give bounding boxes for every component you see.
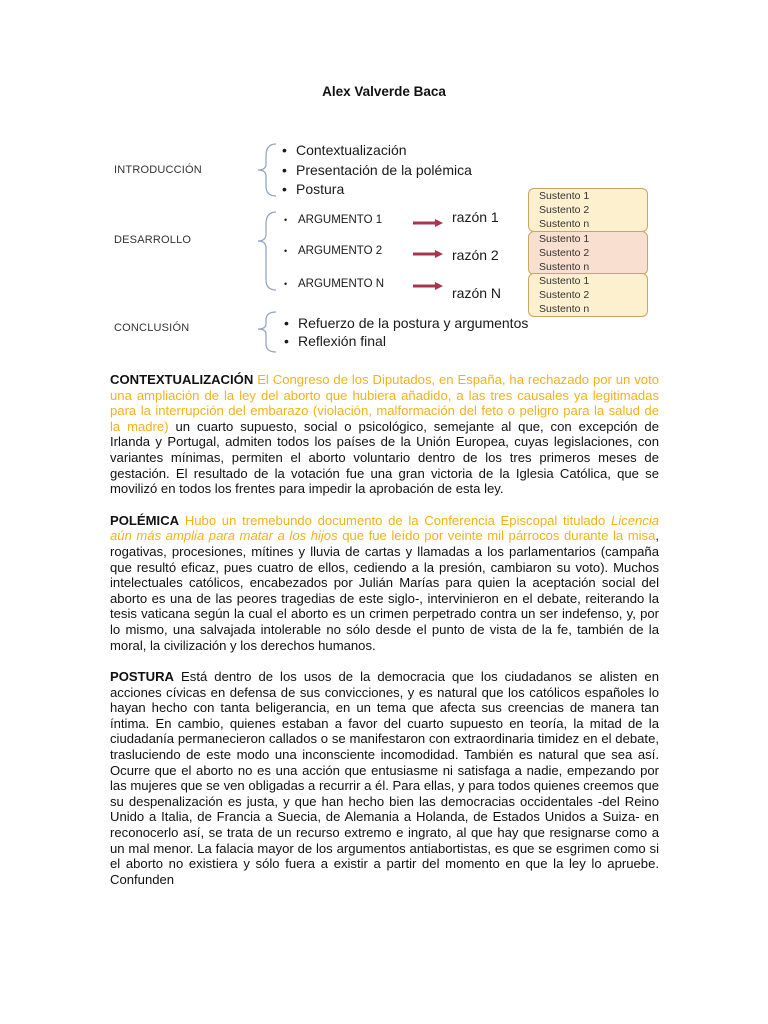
argument-item: • ARGUMENTO N [284, 278, 385, 290]
essay-body [110, 372, 659, 903]
sustento-box [528, 273, 648, 317]
conclusion-item: • Reflexión final [284, 333, 386, 349]
highlighted-text: que fue leído por veinte mil párrocos durante la misa [342, 528, 656, 544]
section-heading: POLÉMICA [110, 512, 180, 528]
conclusion-label: CONCLUSIÓN [114, 322, 190, 334]
arrow-icon [413, 249, 443, 259]
highlighted-title: Licencia aún más amplia para matar a los hijos [110, 512, 660, 544]
highlighted-text: El Congreso de los Diputados, en España, ha rechazado por un voto una ampliación de la ley del aborto que hubiera añadido, a las tres causales ya legitimadas para la interrupción del embarazo (violación, malformación del feto o peligro para la salud de la madre) [110, 372, 659, 434]
sustento-item: Sustento 1 [539, 233, 590, 245]
paragraph-text: un cuarto supuesto, social o psicológico, semejante al que, con excepción de Irlanda y Portugal, admiten todos los países de la Unión Europea, cuyas legislaciones, con variantes mínimas, permiten el aborto voluntario dentro de los tres primeros meses de gestación. El resultado de la votación fue una gran victoria de la Iglesia Católica, que se movilizó en todos los frentes para impedir la aprobación de esta ley. [110, 418, 659, 497]
sustento-item: Sustento n [539, 303, 590, 315]
paragraph-text: Está dentro de los usos de la democracia que los ciudadanos se alisten en acciones cívicas en defensa de sus convicciones, y es natural que los católicos españoles lo hayan hecho con tanta beligerancia, en un tema que afecta sus creencias de manera tan íntima. En cambio, quienes estaban a favor del cuarto supuesto en teoría, la mitad de la ciudadanía permanecieron callados o se manifestaron con extraordinaria timidez en el debate, trasluciendo de este modo una inconsciente incomodidad. También es natural que sea así. Ocurre que el aborto no es una acción que entusiasme ni satisfaga a nadie, empezando por las mujeres que se ven obligadas a recurrir a él. Para ellas, y para todos quienes creemos que su despenalización es justa, y que han hecho bien las democracias occidentales -del Reino Unido a Italia, de Francia a Suecia, de Alemania a Holanda, de Estados Unidos a Suiza- en reconocerlo así, se trata de un recurso extremo e ingrato, al que hay que resignarse como a un mal menor. La falacia mayor de los argumentos antiabortistas, es que se esgrimen como si el aborto no existiera y sólo fuera a existir a partir del momento en que la ley lo apruebe. Confunden [110, 669, 659, 887]
sustento-item: Sustento n [539, 261, 590, 273]
intro-label: INTRODUCCIÓN [114, 164, 202, 176]
paragraph-text: , rogativas, procesiones, mítines y lluvia de cartas y llamadas a los parlamentarios (campaña que resultó eficaz, pues cuatro de ellos, cediendo a la presión, cambiaron su voto). Muchos intelectuales católicos, encabezados por Julián Marías para quien la aceptación social del aborto es una de las peores tragedias de este siglo-, intervinieron en el debate, reiterando la tesis vaticana según la cual el aborto es un crimen perpetrado contra un ser indefenso, y, por lo mismo, una salvajada intolerable no sólo desde el punto de vista de la fe, también de la moral, la civilización y los derechos humanos. [110, 528, 660, 653]
intro-item: • Contextualización [282, 142, 407, 158]
highlighted-text: Hubo un tremebundo documento de la Conferencia Episcopal titulado [184, 512, 606, 528]
postura-paragraph [110, 669, 659, 887]
sustento-box [528, 231, 648, 275]
sustento-box [528, 188, 648, 232]
polemica-paragraph [110, 513, 659, 653]
essay-structure-diagram [108, 130, 668, 360]
author-name: Alex Valverde Baca [322, 84, 446, 99]
section-heading: CONTEXTUALIZACIÓN [110, 372, 254, 387]
arrow-icon [413, 281, 443, 291]
intro-item: • Postura [282, 181, 345, 197]
argument-item: • ARGUMENTO 1 [284, 214, 383, 226]
sustento-item: Sustento 2 [539, 204, 590, 216]
reason-item: razón N [452, 285, 502, 301]
intro-item: • Presentación de la polémica [282, 162, 472, 178]
arrow-icon [413, 218, 443, 228]
sustento-item: Sustento 1 [539, 190, 590, 202]
sustento-item: Sustento 1 [539, 275, 590, 287]
conclusion-item: • Refuerzo de la postura y argumentos [284, 315, 529, 331]
sustento-item: Sustento 2 [539, 289, 590, 301]
sustento-item: Sustento n [539, 218, 590, 230]
reason-item: razón 2 [452, 247, 499, 263]
reason-item: razón 1 [452, 209, 499, 225]
section-heading: POSTURA [110, 669, 175, 685]
contextualizacion-paragraph [110, 372, 659, 497]
sustento-item: Sustento 2 [539, 247, 590, 259]
desarrollo-label: DESARROLLO [114, 234, 192, 246]
argument-item: • ARGUMENTO 2 [284, 245, 383, 257]
